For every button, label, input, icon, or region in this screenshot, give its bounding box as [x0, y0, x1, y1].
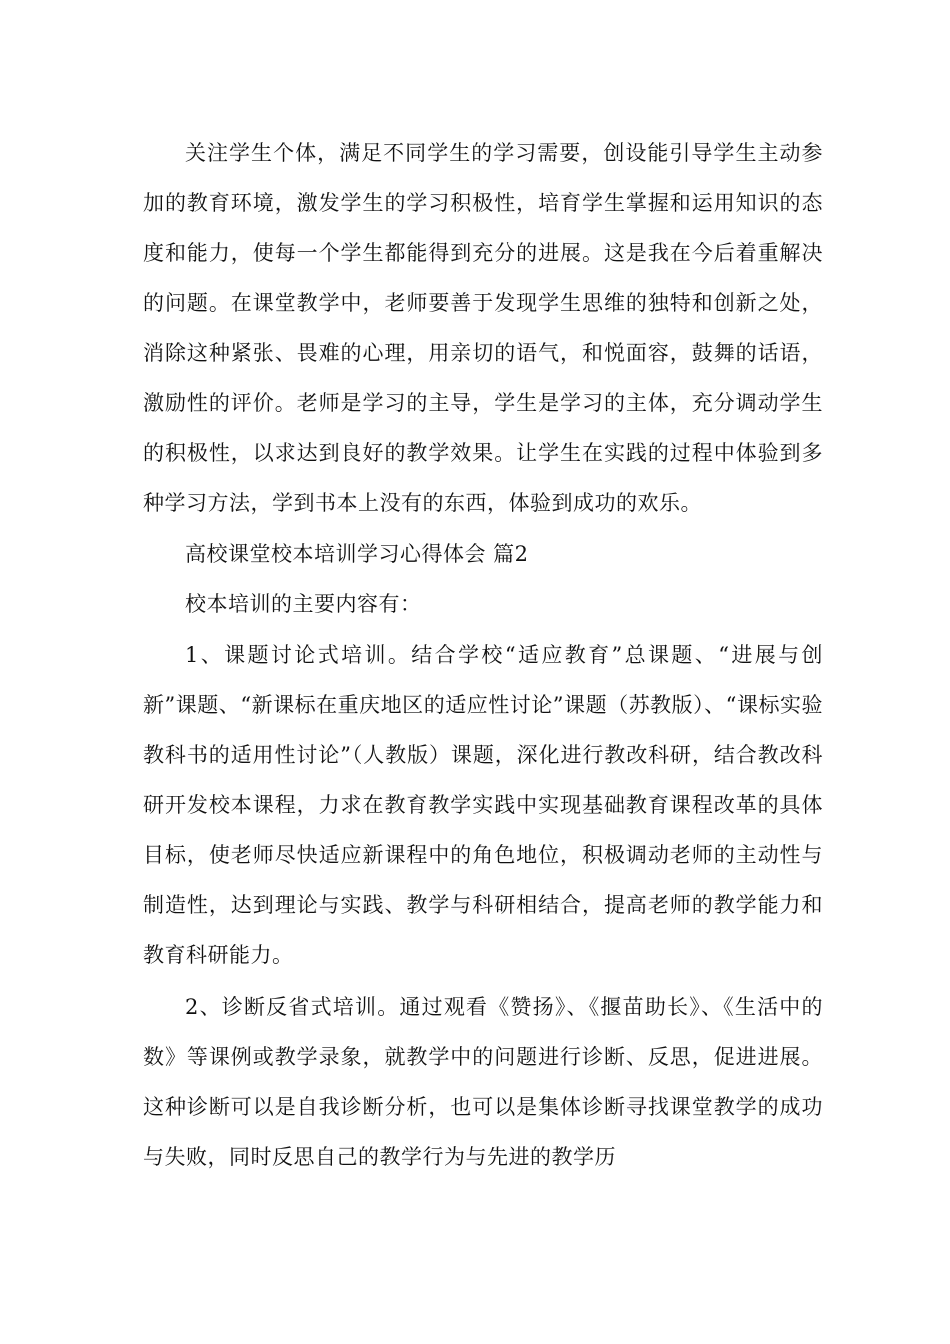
section-heading: 高校课堂校本培训学习心得体会 篇2	[185, 542, 529, 566]
document-page	[143, 128, 823, 1182]
paragraph-training-intro: 校本培训的主要内容有：	[185, 592, 422, 616]
paragraph-research-training: 1、课题讨论式培训。结合学校“适应教育”总课题、“进展与创新”课题、“新课标在重庆地区的适应性讨论”课题（苏教版）、“课标实验教科书的适用性讨论”（人教版）课题，深化进行教改科研，结合教改科研开发校本课程，力求在教育教学实践中实现基础教育课程改革的具体目标，使老师尽快适应新课程中的角色地位，积极调动老师的主动性与制造性，达到理论与实践、教学与科研相结合，提高老师的教学能力和教育科研能力。	[143, 643, 823, 967]
paragraph-diagnostic-training: 2、诊断反省式培训。通过观看《赞扬》、《揠苗助长》、《生活中的数》等课例或教学录象，就教学中的问题进行诊断、反思，促进进展。这种诊断可以是自我诊断分析，也可以是集体诊断寻找课堂教学的成功与失败，同时反思自己的教学行为与先进的教学历	[143, 995, 823, 1169]
paragraph-student-focus: 关注学生个体，满足不同学生的学习需要，创设能引导学生主动参加的教育环境，激发学生的学习积极性，培育学生掌握和运用知识的态度和能力，使每一个学生都能得到充分的进展。这是我在今后着重解决的问题。在课堂教学中，老师要善于发现学生思维的独特和创新之处，消除这种紧张、畏难的心理，用亲切的语气，和悦面容，鼓舞的话语，激励性的评价。老师是学习的主导，学生是学习的主体，充分调动学生的积极性，以求达到良好的教学效果。让学生在实践的过程中体验到多种学习方法，学到书本上没有的东西，体验到成功的欢乐。	[143, 141, 823, 515]
